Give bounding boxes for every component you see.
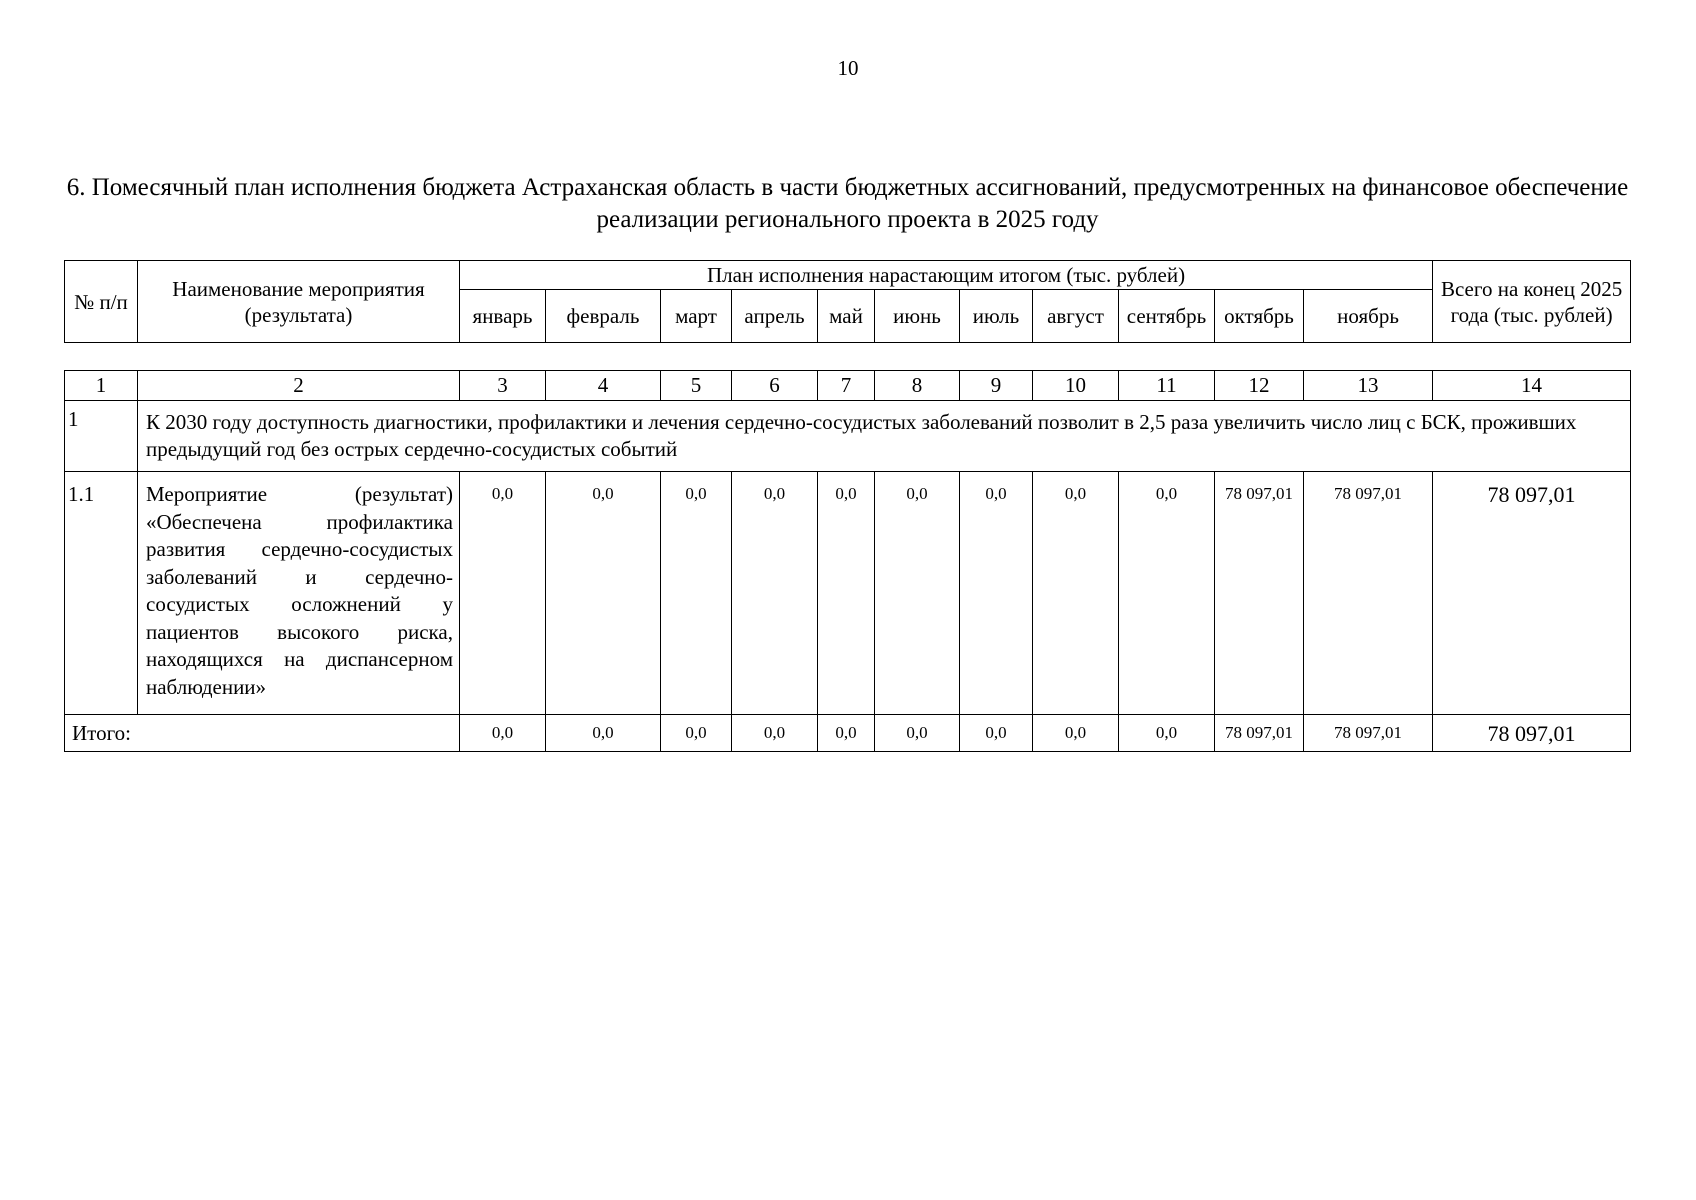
page-number: 10 (837, 56, 859, 80)
measure-value: 0,0 (960, 472, 1033, 715)
column-number: 14 (1433, 371, 1631, 401)
totals-value: 0,0 (875, 715, 960, 752)
goal-number: 1 (65, 401, 138, 472)
totals-value: 0,0 (960, 715, 1033, 752)
totals-value: 0,0 (732, 715, 818, 752)
header-col-name: Наименование мероприятия (результата) (138, 261, 460, 343)
measure-value: 0,0 (460, 472, 546, 715)
column-number: 10 (1033, 371, 1119, 401)
header-month: июнь (875, 290, 960, 343)
column-number: 13 (1304, 371, 1433, 401)
totals-value: 78 097,01 (1215, 715, 1304, 752)
column-numbers-row (65, 371, 1631, 401)
column-number: 12 (1215, 371, 1304, 401)
section-title: 6. Помесячный план исполнения бюджета Астраханская область в части бюджетных ассигнований, предусмотренных на финансовое обеспечение реализации регионального проекта в 2025 году (66, 174, 1629, 233)
column-number: 11 (1119, 371, 1215, 401)
header-month: октябрь (1215, 290, 1304, 343)
measure-value: 0,0 (818, 472, 875, 715)
table-header (64, 260, 1631, 343)
measure-number: 1.1 (65, 472, 138, 715)
goal-row (65, 401, 1631, 472)
measure-value: 0,0 (661, 472, 732, 715)
header-month: июль (960, 290, 1033, 343)
measure-value: 0,0 (1033, 472, 1119, 715)
header-col-total: Всего на конец 2025 года (тыс. рублей) (1433, 261, 1631, 343)
header-col-no: № п/п (65, 261, 138, 343)
column-number: 4 (546, 371, 661, 401)
totals-value: 78 097,01 (1304, 715, 1433, 752)
totals-value: 0,0 (818, 715, 875, 752)
column-number: 6 (732, 371, 818, 401)
column-number: 3 (460, 371, 546, 401)
totals-row (65, 715, 1631, 752)
measure-name: Мероприятие (результат) «Обеспечена профилактика развития сердечно-сосудистых заболеваний и сердечно-сосудистых осложнений у пациентов высокого риска, находящихся на диспансерном наблюдении» (138, 472, 460, 715)
header-month: август (1033, 290, 1119, 343)
measure-value: 0,0 (546, 472, 661, 715)
totals-value: 0,0 (460, 715, 546, 752)
goal-text: К 2030 году доступность диагностики, профилактики и лечения сердечно-сосудистых заболеваний позволит в 2,5 раза увеличить число лиц с БСК, проживших предыдущий год без острых сердечно-сосудистых событий (138, 401, 1631, 472)
column-number: 9 (960, 371, 1033, 401)
header-month: март (661, 290, 732, 343)
column-number: 2 (138, 371, 460, 401)
totals-value: 0,0 (661, 715, 732, 752)
header-month: май (818, 290, 875, 343)
measure-row (65, 472, 1631, 715)
measure-value: 0,0 (732, 472, 818, 715)
totals-grand-total: 78 097,01 (1433, 715, 1631, 752)
column-number: 8 (875, 371, 960, 401)
measure-value: 78 097,01 (1304, 472, 1433, 715)
measure-total: 78 097,01 (1433, 472, 1631, 715)
table-body (64, 370, 1631, 752)
measure-value: 78 097,01 (1215, 472, 1304, 715)
header-plan-group: План исполнения нарастающим итогом (тыс. рублей) (460, 261, 1433, 290)
column-number: 7 (818, 371, 875, 401)
header-month: ноябрь (1304, 290, 1433, 343)
totals-label: Итого: (65, 715, 460, 752)
totals-value: 0,0 (546, 715, 661, 752)
header-month: сентябрь (1119, 290, 1215, 343)
header-month: апрель (732, 290, 818, 343)
column-number: 5 (661, 371, 732, 401)
totals-value: 0,0 (1033, 715, 1119, 752)
header-month: февраль (546, 290, 661, 343)
totals-value: 0,0 (1119, 715, 1215, 752)
measure-value: 0,0 (1119, 472, 1215, 715)
measure-value: 0,0 (875, 472, 960, 715)
column-number: 1 (65, 371, 138, 401)
header-month: январь (460, 290, 546, 343)
